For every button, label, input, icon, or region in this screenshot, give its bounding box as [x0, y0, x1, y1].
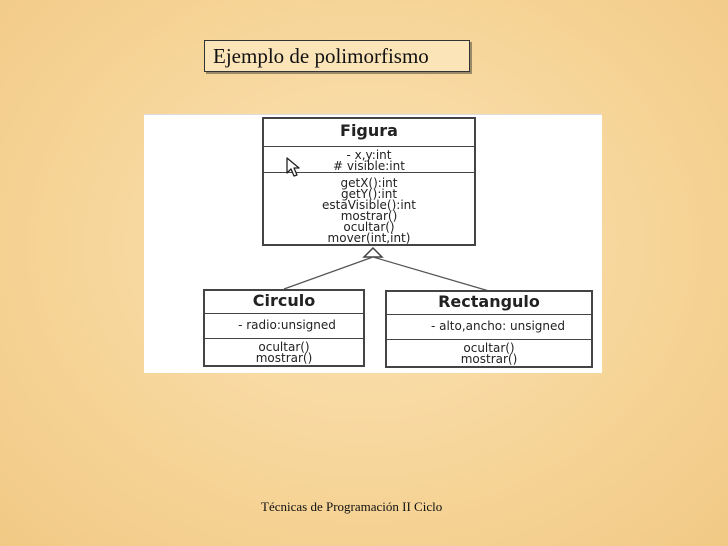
circulo-attributes — [205, 313, 363, 338]
rectangulo-attr: - alto,ancho: unsigned — [430, 319, 566, 333]
figura-attr: - x,y:int — [346, 148, 392, 162]
figura-method: estaVisible():int — [322, 198, 416, 212]
circulo-methods — [205, 338, 363, 365]
rectangulo-attributes — [387, 314, 591, 339]
figura-method: getX():int — [340, 176, 398, 190]
connector-rectangulo — [373, 257, 489, 291]
circulo-method: mostrar() — [255, 351, 313, 365]
rectangulo-method: ocultar() — [463, 341, 515, 355]
class-name-figura: Figura — [340, 121, 398, 140]
figura-methods — [264, 172, 474, 244]
figura-method: ocultar() — [343, 220, 395, 234]
class-rectangulo — [385, 290, 593, 368]
class-circulo — [203, 289, 365, 367]
circulo-method: ocultar() — [258, 340, 310, 354]
rectangulo-methods — [387, 339, 591, 366]
figura-method: mostrar() — [340, 209, 398, 223]
slide-footer: Técnicas de Programación II Ciclo — [261, 499, 443, 514]
rectangulo-method: mostrar() — [460, 352, 518, 366]
slide-title: Ejemplo de polimorfismo — [204, 40, 470, 72]
class-figura — [262, 117, 476, 246]
class-name-rectangulo: Rectangulo — [438, 292, 540, 311]
uml-diagram — [144, 114, 602, 373]
inheritance-arrow — [364, 248, 382, 257]
figura-method: getY():int — [340, 187, 398, 201]
figura-method: mover(int,int) — [327, 231, 411, 245]
mouse-pointer-icon — [286, 157, 302, 181]
circulo-attr: - radio:unsigned — [238, 318, 336, 332]
connector-circulo — [284, 257, 373, 289]
figura-attr: # visible:int — [333, 159, 405, 173]
class-name-circulo: Circulo — [252, 291, 316, 310]
